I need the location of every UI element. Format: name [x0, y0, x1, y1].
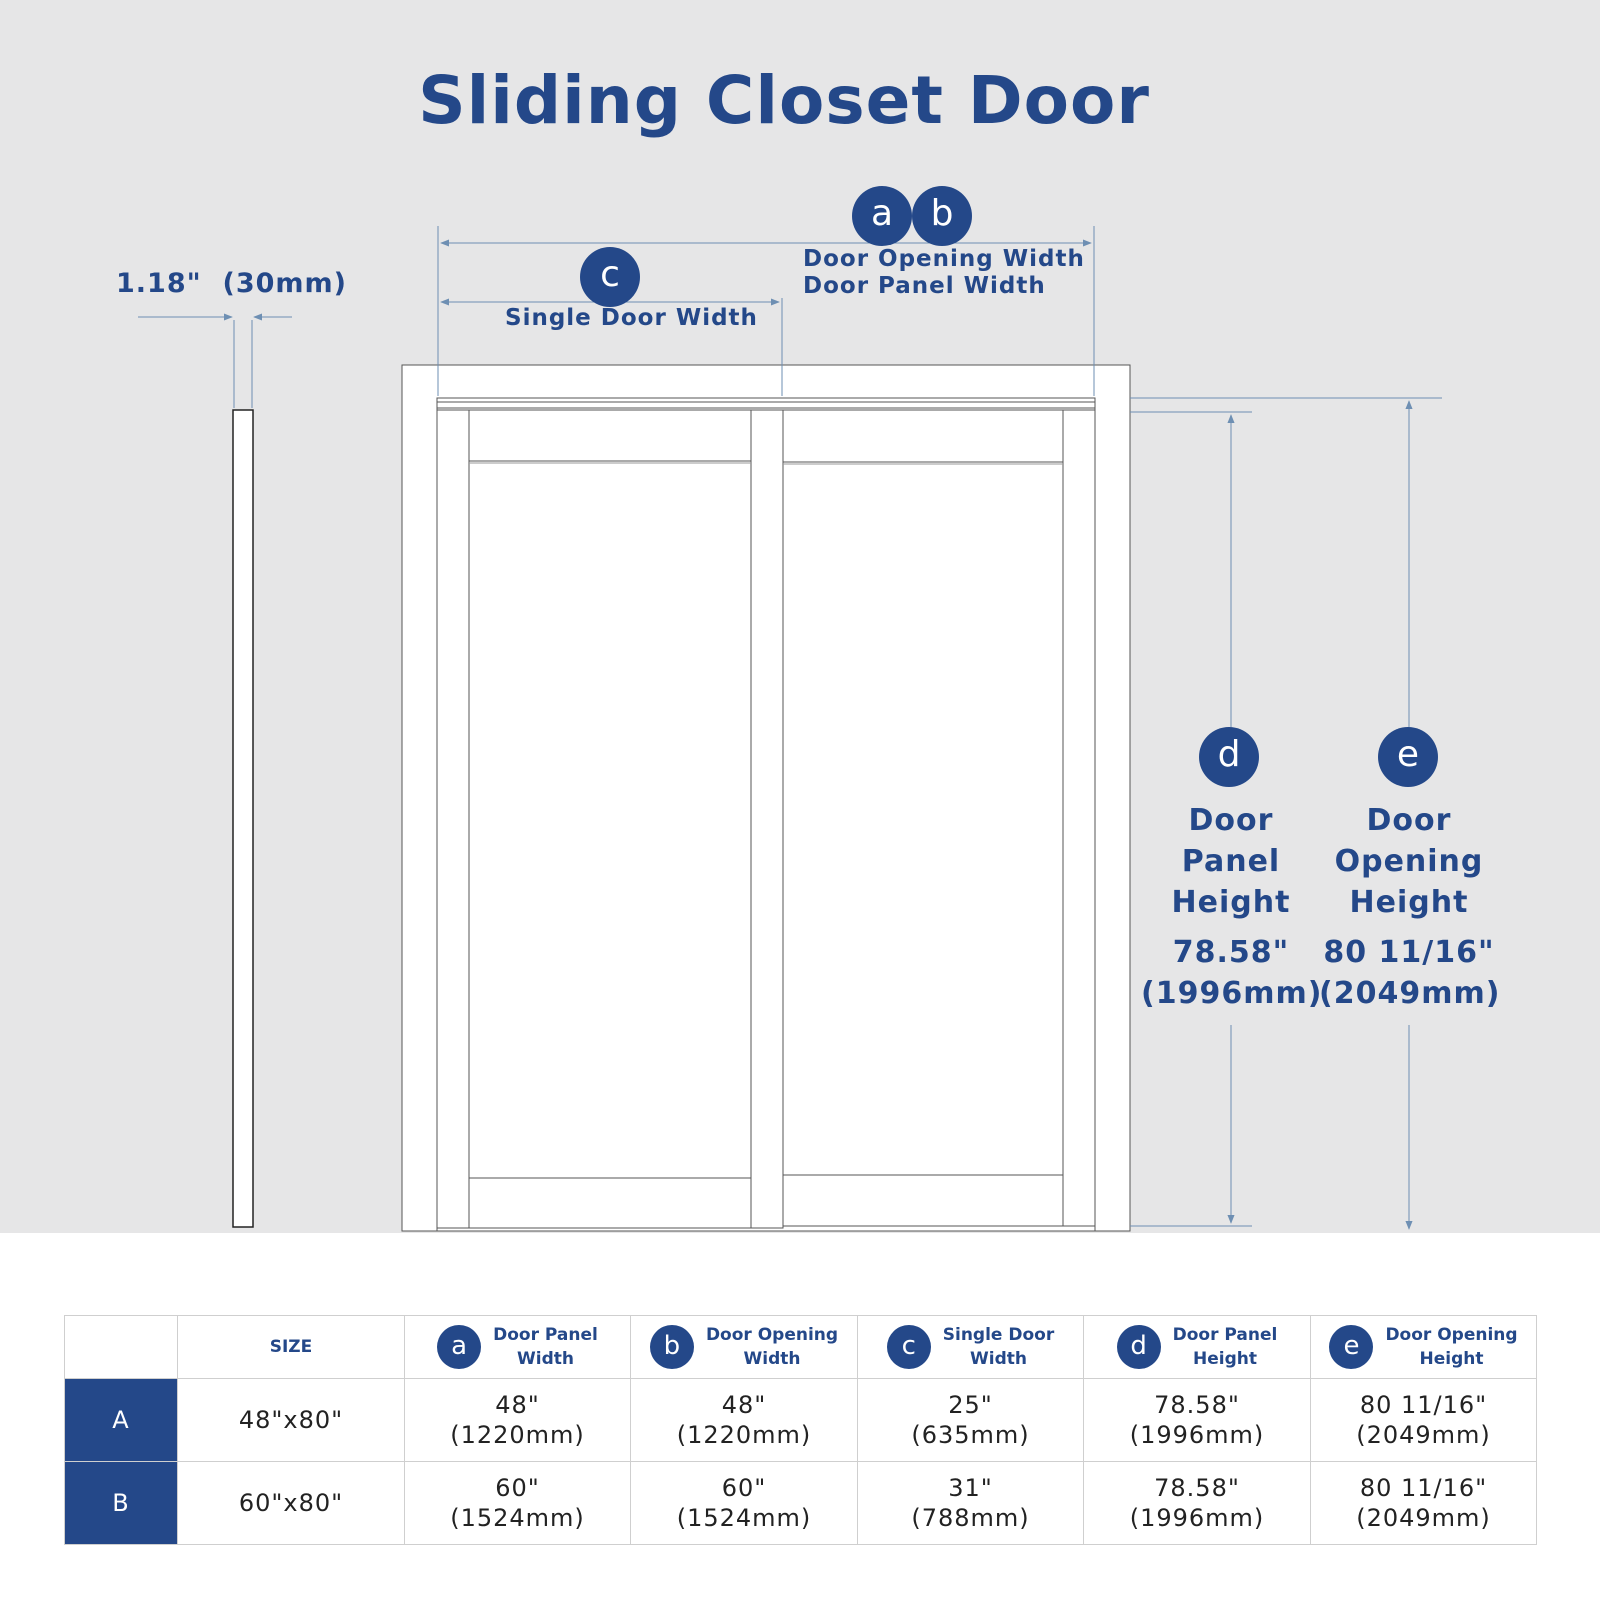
thickness-dimension	[138, 317, 292, 408]
door-panel-right	[783, 410, 1095, 1226]
value-cell	[858, 1379, 1084, 1462]
value-inch: 60"	[721, 1474, 767, 1502]
door-panel-left	[437, 410, 783, 1228]
value-mm: (1220mm)	[676, 1421, 812, 1449]
corner-cell	[65, 1316, 178, 1379]
page-title: Sliding Closet Door	[418, 62, 1150, 139]
value-cell	[1084, 1379, 1311, 1462]
d-value: 78.58"	[1172, 935, 1290, 970]
header-c	[858, 1316, 1084, 1379]
value-mm: (788mm)	[911, 1504, 1030, 1532]
door-opening-width-label: Door Opening Width	[803, 246, 1085, 272]
d-line1: Door	[1188, 803, 1274, 838]
value-cell	[1311, 1379, 1537, 1462]
badge-c: c	[580, 247, 640, 307]
row-label: A	[65, 1379, 178, 1462]
door-panel-height-label	[1141, 800, 1321, 1014]
header-badge-e: e	[1329, 1325, 1373, 1369]
table-row	[65, 1462, 1537, 1545]
value-mm: (2049mm)	[1356, 1421, 1491, 1449]
size-cell: 48"x80"	[178, 1379, 405, 1462]
value-mm: (1996mm)	[1129, 1504, 1265, 1532]
value-cell	[405, 1462, 631, 1545]
header-badge-b: b	[650, 1325, 694, 1369]
header-b	[631, 1316, 858, 1379]
header-e-line2: Height	[1419, 1349, 1484, 1369]
thickness-inch: 1.18"	[116, 268, 202, 299]
header-a-line1: Door Panel	[493, 1325, 598, 1345]
value-mm: (635mm)	[911, 1421, 1030, 1449]
value-inch: 80 11/16"	[1359, 1474, 1488, 1502]
panel-profile	[233, 410, 253, 1227]
size-header: SIZE	[178, 1316, 405, 1379]
door-opening-height-label	[1319, 800, 1499, 1014]
value-inch: 25"	[948, 1391, 993, 1419]
value-inch: 31"	[948, 1474, 993, 1502]
header-d-line1: Door Panel	[1172, 1325, 1278, 1345]
value-mm: (1524mm)	[676, 1504, 812, 1532]
header-e-line1: Door Opening	[1385, 1325, 1518, 1345]
badge-b: b	[912, 186, 972, 246]
e-mm: (2049mm)	[1319, 976, 1501, 1011]
size-cell: 60"x80"	[178, 1462, 405, 1545]
value-inch: 60"	[495, 1474, 540, 1502]
d-mm: (1996mm)	[1141, 976, 1323, 1011]
value-inch: 78.58"	[1154, 1474, 1240, 1502]
value-cell	[631, 1379, 858, 1462]
value-inch: 48"	[495, 1391, 540, 1419]
badge-d: d	[1199, 727, 1259, 787]
value-mm: (1220mm)	[450, 1421, 585, 1449]
value-cell	[631, 1462, 858, 1545]
header-c-line1: Single Door	[942, 1325, 1055, 1345]
door-panel-width-label: Door Panel Width	[803, 273, 1046, 299]
header-badge-a: a	[437, 1325, 481, 1369]
header-a-line2: Width	[517, 1349, 574, 1369]
value-cell	[1084, 1462, 1311, 1545]
value-inch: 78.58"	[1154, 1391, 1240, 1419]
badge-e: e	[1378, 727, 1438, 787]
value-mm: (1524mm)	[450, 1504, 585, 1532]
header-b-line1: Door Opening	[705, 1325, 839, 1345]
table-header-row	[65, 1316, 1537, 1379]
header-e	[1311, 1316, 1537, 1379]
e-line1: Door	[1366, 803, 1452, 838]
d-line3: Height	[1171, 885, 1291, 920]
value-mm: (1996mm)	[1129, 1421, 1265, 1449]
single-door-width-label: Single Door Width	[505, 305, 758, 331]
e-line3: Height	[1349, 885, 1469, 920]
header-d	[1084, 1316, 1311, 1379]
row-label: B	[65, 1462, 178, 1545]
size-table	[64, 1315, 1537, 1545]
table-row	[65, 1379, 1537, 1462]
header-b-line2: Width	[743, 1349, 801, 1369]
header-a	[405, 1316, 631, 1379]
thickness-label	[116, 268, 347, 299]
value-cell	[858, 1462, 1084, 1545]
header-badge-c: c	[887, 1325, 931, 1369]
value-inch: 48"	[721, 1391, 767, 1419]
e-line2: Opening	[1334, 844, 1484, 879]
header-c-line2: Width	[970, 1349, 1027, 1369]
e-value: 80 11/16"	[1323, 935, 1495, 970]
value-mm: (2049mm)	[1356, 1504, 1491, 1532]
thickness-mm: (30mm)	[222, 268, 348, 299]
d-line2: Panel	[1181, 844, 1281, 879]
value-cell	[1311, 1462, 1537, 1545]
value-cell	[405, 1379, 631, 1462]
value-inch: 80 11/16"	[1359, 1391, 1488, 1419]
header-d-line2: Height	[1193, 1349, 1257, 1369]
badge-a: a	[852, 186, 912, 246]
header-badge-d: d	[1117, 1325, 1161, 1369]
